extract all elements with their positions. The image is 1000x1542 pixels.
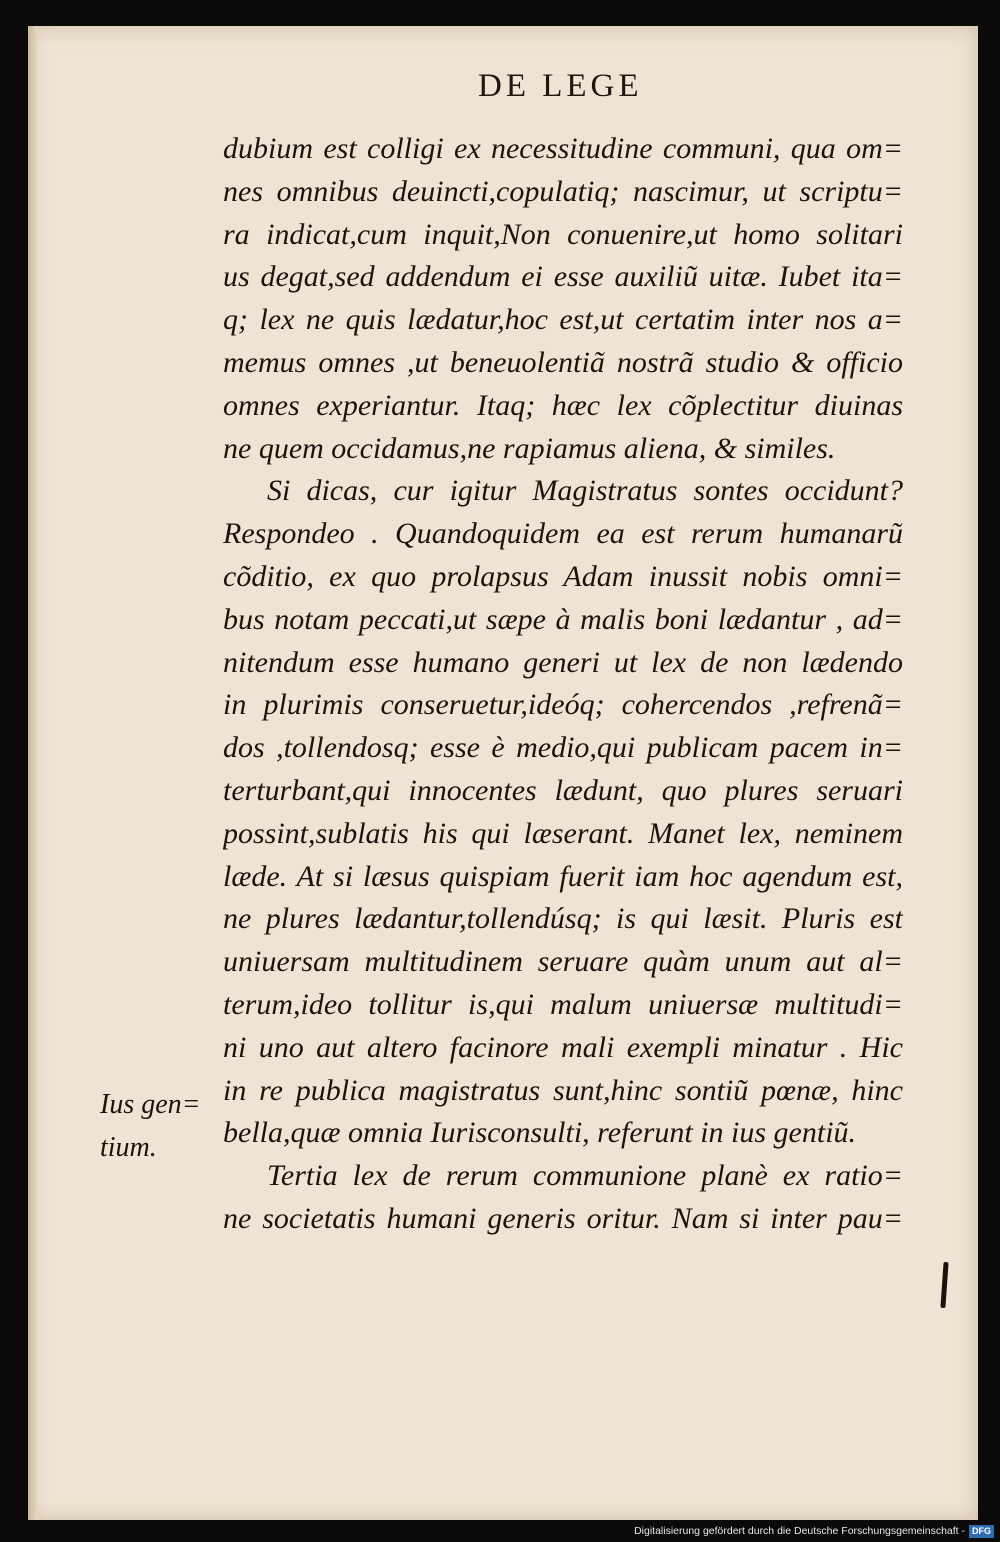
text-line: nitendum esse humano generi ut lex de non lædendo <box>223 645 903 679</box>
text-line: Si dicas, cur igitur Magistratus sontes occidunt? <box>267 474 903 508</box>
text-line: ra indicat,cum inquit,Non conuenire,ut homo solitari <box>223 217 903 251</box>
text-line: dubium est colligi ex necessitudine communi, qua om= <box>223 132 903 165</box>
page-gutter-edge <box>28 26 38 1520</box>
text-line: Tertia lex de rerum communione planè ex ratio= <box>267 1159 903 1193</box>
text-line: possint,sublatis his qui læserant. Manet lex, neminem <box>223 816 903 850</box>
dfg-logo: DFG <box>969 1525 994 1538</box>
text-line: cõditio, ex quo prolapsus Adam inussit nobis omni= <box>223 559 903 593</box>
text-line: us degat,sed addendum ei esse auxiliũ uitæ. Iubet ita= <box>223 260 903 294</box>
text-line: ni uno aut altero facinore mali exempli minatur . Hic <box>223 1030 903 1064</box>
text-line: uniuersam multitudinem seruare quàm unum aut al= <box>223 945 903 979</box>
text-line: bella,quæ omnia Iurisconsulti, referunt in ius gentiũ. <box>223 1116 857 1150</box>
digitization-footer <box>604 1523 994 1539</box>
text-line: terum,ideo tollitur is,qui malum uniuersæ multitudi= <box>223 987 903 1021</box>
text-line: Respondeo . Quandoquidem ea est rerum humanarũ <box>223 517 903 551</box>
text-line: in re publica magistratus sunt,hinc sontiũ pœnæ, hinc <box>223 1073 903 1107</box>
text-line: terturbant,qui innocentes lædunt, quo plures seruari <box>223 773 903 807</box>
margin-note-line: tium. <box>100 1131 157 1163</box>
margin-note-line: Ius gen= <box>100 1089 201 1120</box>
margin-note <box>100 1084 218 1170</box>
text-line: ne quem occidamus,ne rapiamus aliena, & similes. <box>223 431 836 465</box>
text-line: læde. At si læsus quispiam fuerit iam hoc agendum est, <box>223 859 903 893</box>
text-line: omnes experiantur. Itaq; hæc lex cõplectitur diuinas <box>223 388 903 422</box>
text-line: memus omnes ,ut beneuolentiã nostrã studio & officio <box>223 345 903 379</box>
text-line: q; lex ne quis lædatur,hoc est,ut certatim inter nos a= <box>223 303 903 337</box>
text-line: nes omnibus deuincti,copulatiq; nascimur, ut scriptu= <box>223 174 903 208</box>
text-line: in plurimis conseruetur,ideóq; cohercendos ,refrenã= <box>223 688 903 722</box>
text-line: dos ,tollendosq; esse è medio,qui publicam pacem in= <box>223 731 903 765</box>
text-line: ne societatis humani generis oritur. Nam si inter pau= <box>223 1201 903 1235</box>
footer-text: Digitalisierung gefördert durch die Deutsche Forschungsgemeinschaft - <box>634 1525 965 1537</box>
text-line: ne plures lædantur,tollendúsq; is qui læsit. Pluris est <box>223 902 903 936</box>
running-head: DE LEGE <box>478 68 643 104</box>
text-line: bus notam peccati,ut sæpe à malis boni lædantur , ad= <box>223 602 903 636</box>
body-text <box>223 128 903 1241</box>
